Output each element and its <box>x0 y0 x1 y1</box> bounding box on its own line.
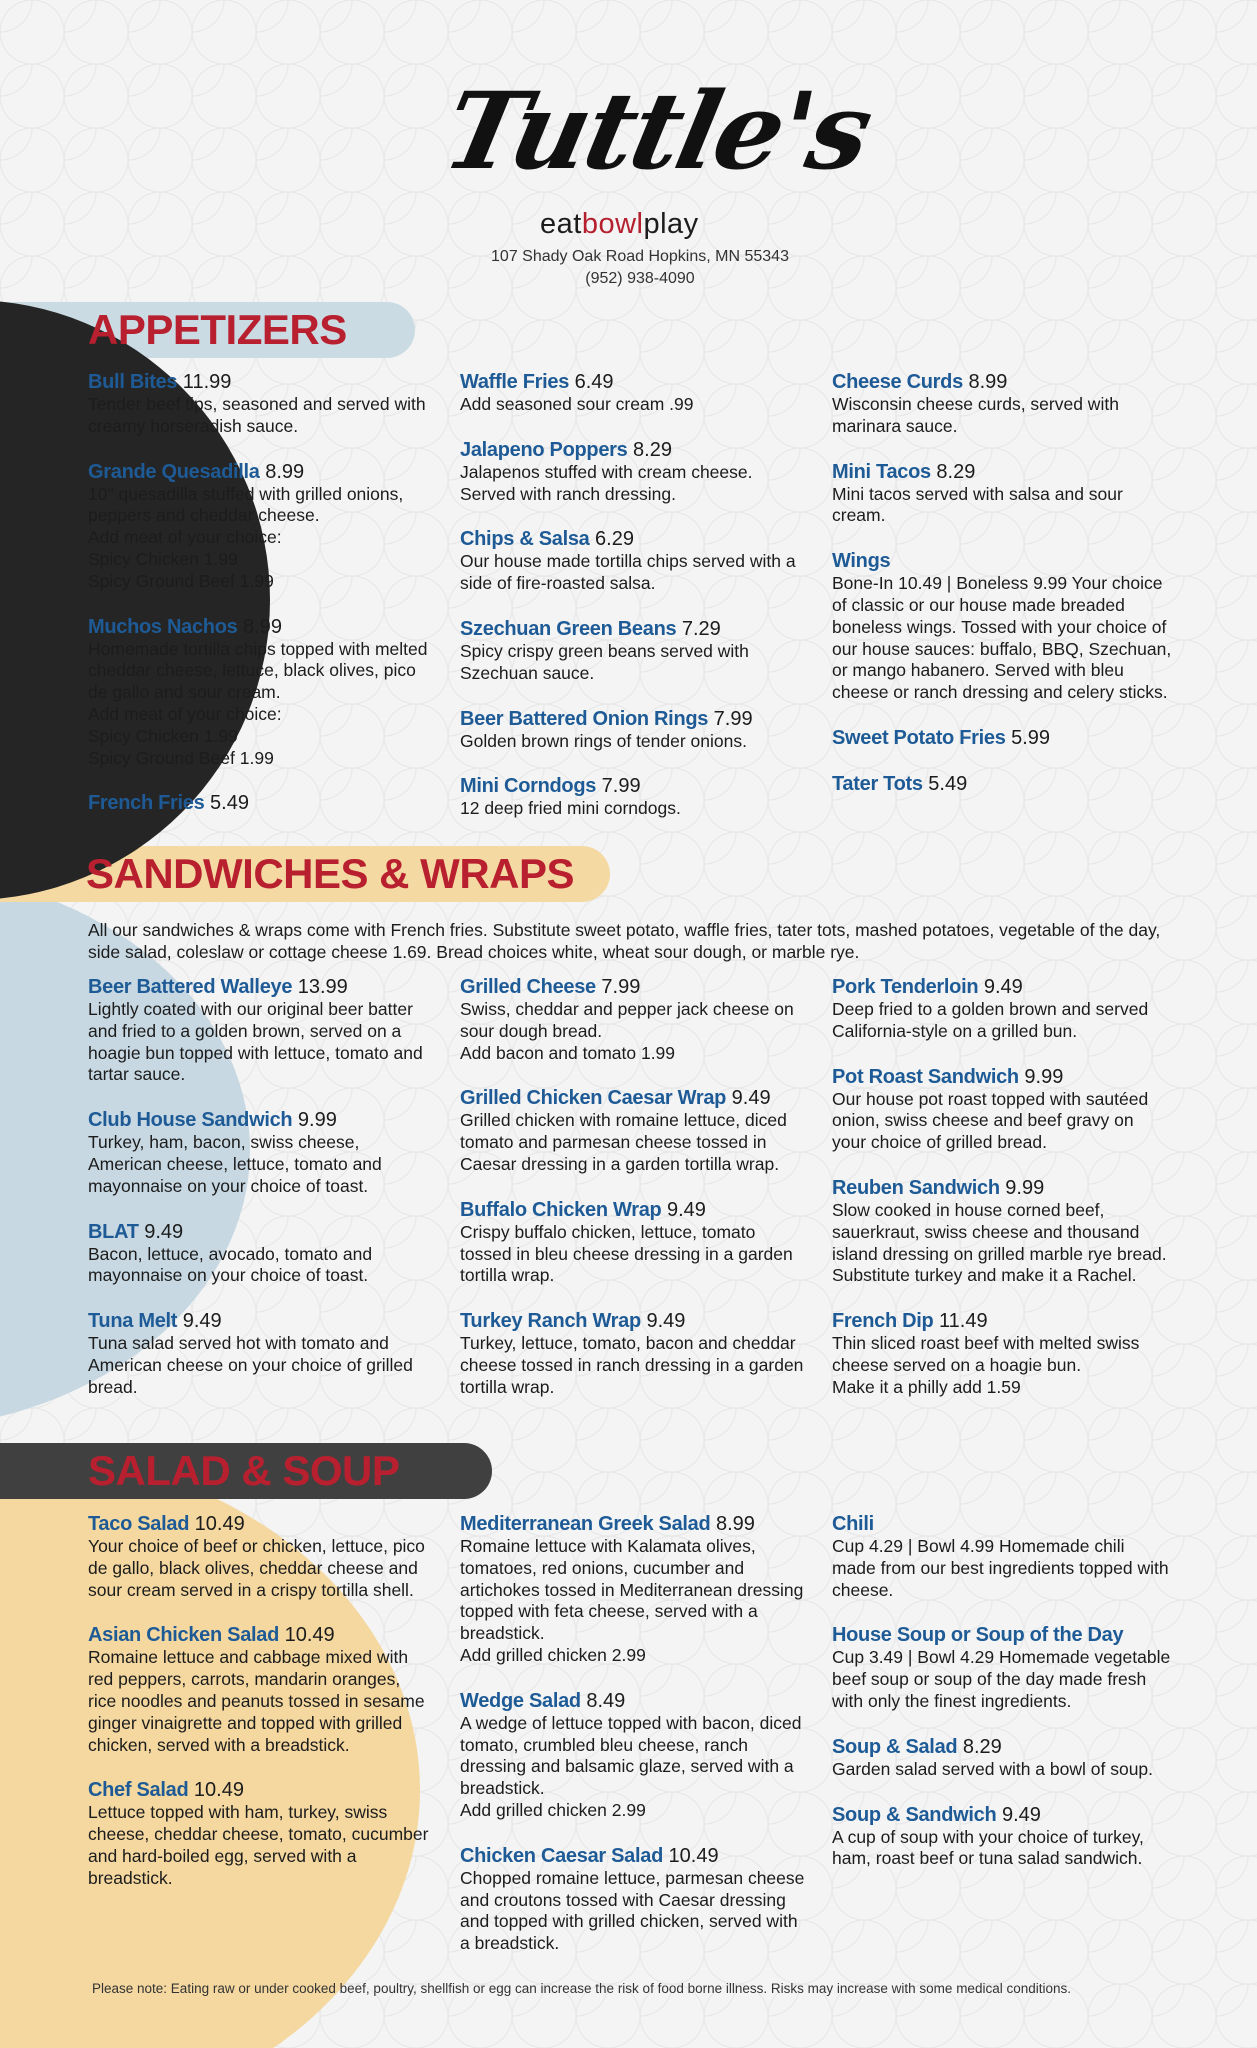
menu-item-name: Tater Tots <box>832 772 923 795</box>
salad-soup-title: SALAD & SOUP <box>88 1447 400 1494</box>
menu-item-name: Mini Corndogs <box>460 775 597 798</box>
menu-item-header <box>88 460 433 484</box>
menu-item <box>88 1778 433 1889</box>
menu-item-name: Cheese Curds <box>832 371 963 393</box>
menu-item <box>832 975 1172 1043</box>
menu-item-name: Chili <box>832 1513 874 1535</box>
menu-item-header <box>460 1198 805 1222</box>
menu-item <box>460 1086 805 1175</box>
menu-item-header <box>88 1778 433 1802</box>
menu-item-header <box>832 1512 1172 1536</box>
menu-item-description: Wisconsin cheese curds, served with marinara sauce. <box>832 394 1119 436</box>
menu-item-price: 9.49 <box>640 1310 686 1333</box>
menu-item-price: 8.99 <box>237 615 282 638</box>
menu-item-name: Chicken Caesar Salad <box>460 1844 663 1867</box>
menu-item-header <box>832 549 1172 573</box>
menu-item-name: Club House Sandwich <box>88 1109 293 1132</box>
menu-item <box>460 1844 805 1955</box>
menu-item-description: Cup 3.49 | Bowl 4.29 Homemade vegetable beef soup or soup of the day made fresh with only the finest ingredients. <box>832 1647 1171 1711</box>
menu-item-price: 7.99 <box>708 707 753 730</box>
menu-item-header <box>460 975 805 999</box>
menu-item-name: Sweet Potato Fries <box>832 726 1006 749</box>
menu-item-name: Bull Bites <box>88 371 178 393</box>
menu-item-addon: Spicy Ground Beef 1.99 <box>88 570 274 591</box>
menu-item-header <box>88 1512 433 1536</box>
menu-item-header <box>832 975 1172 999</box>
menu-item-description: Slow cooked in house corned beef, sauerkraut, swiss cheese and thousand island dressing on grilled marble rye bread. Substitute turkey and make it a Rachel. <box>832 1199 1167 1286</box>
menu-item <box>832 1735 1172 1781</box>
menu-item-price: 8.99 <box>710 1513 755 1535</box>
menu-item-price: 9.49 <box>138 1220 184 1243</box>
menu-item <box>460 1309 805 1398</box>
menu-item <box>832 1512 1172 1601</box>
menu-item-description: Lightly coated with our original beer batter and fried to a golden brown, served on a hoagie bun topped with lettuce, tomato and tartar sauce. <box>88 999 423 1085</box>
menu-item-price: 7.99 <box>596 775 641 798</box>
menu-item-addon: Spicy Chicken 1.99 <box>88 548 238 569</box>
menu-item <box>460 527 805 595</box>
menu-item-price: 10.49 <box>189 1513 245 1535</box>
menu-item <box>832 1623 1172 1712</box>
menu-item-name: Wedge Salad <box>460 1689 581 1712</box>
menu-item <box>460 1689 805 1822</box>
menu-item-description: A cup of soup with your choice of turkey, ham, roast beef or tuna salad sandwich. <box>832 1826 1144 1869</box>
contact-info <box>420 246 860 290</box>
menu-item-name: Tuna Melt <box>88 1310 178 1333</box>
menu-item-description: Garden salad served with a bowl of soup. <box>832 1758 1154 1779</box>
menu-item-description: A wedge of lettuce topped with bacon, diced tomato, crumbled bleu cheese, ranch dressing and balsamic glaze, served with a breadstick. <box>460 1712 802 1799</box>
menu-item-header <box>88 1220 433 1244</box>
menu-item <box>460 1198 805 1287</box>
menu-item-name: French Dip <box>832 1310 934 1333</box>
menu-item-name: Szechuan Green Beans <box>460 617 677 640</box>
menu-item-price: 6.29 <box>589 528 634 551</box>
menu-item-description: Jalapenos stuffed with cream cheese. Served with ranch dressing. <box>460 461 753 504</box>
menu-item-addon: Spicy Chicken 1.99 <box>88 725 238 746</box>
menu-item <box>88 1309 433 1398</box>
logo <box>433 68 881 193</box>
menu-item-name: Soup & Salad <box>832 1735 958 1758</box>
menu-item-name: Turkey Ranch Wrap <box>460 1310 641 1333</box>
menu-item-name: Soup & Sandwich <box>832 1803 997 1826</box>
menu-item-description: Deep fried to a golden brown and served California-style on a grilled bun. <box>832 999 1149 1041</box>
menu-item-name: Mediterranean Greek Salad <box>460 1513 711 1535</box>
menu-item-description: Our house pot roast topped with sautéed onion, swiss cheese and beef gravy on your choice of grilled bread. <box>832 1088 1149 1153</box>
menu-item <box>88 1220 433 1288</box>
menu-item-price: 7.29 <box>676 617 721 640</box>
menu-item <box>832 549 1172 704</box>
menu-item-header <box>88 370 433 394</box>
menu-item-price: 10.49 <box>663 1844 719 1867</box>
menu-item-description: Lettuce topped with ham, turkey, swiss cheese, cheddar cheese, tomato, cucumber and hard-boiled egg, served with a breadstick. <box>88 1802 429 1888</box>
menu-item-addon: Add bacon and tomato 1.99 <box>460 1042 676 1063</box>
menu-item-header <box>832 1065 1172 1089</box>
menu-item-name: Reuben Sandwich <box>832 1176 1000 1199</box>
salad-soup-column-1 <box>88 1512 433 1912</box>
menu-item-header <box>460 617 805 641</box>
menu-item-header <box>832 1803 1172 1827</box>
menu-item-header <box>460 527 805 551</box>
appetizers-title: APPETIZERS <box>88 306 347 353</box>
allergy-footnote: Please note: Eating raw or under cooked beef, poultry, shellfish or egg can increase the risk of food borne illness. Risks may increase with some medical conditions. <box>92 1981 1072 1996</box>
menu-item <box>460 1512 805 1667</box>
menu-item-name: Chef Salad <box>88 1779 189 1802</box>
menu-item-header <box>832 460 1172 484</box>
menu-item-price: 5.49 <box>204 792 249 815</box>
menu-item-description: Crispy buffalo chicken, lettuce, tomato tossed in bleu cheese dressing in a garden tortilla wrap. <box>460 1221 793 1286</box>
menu-item-header <box>88 615 433 639</box>
menu-item-addon: Add grilled chicken 2.99 <box>460 1799 646 1820</box>
menu-item-description: Swiss, cheddar and pepper jack cheese on sour dough bread. <box>460 999 794 1041</box>
menu-item-addon: Make it a philly add 1.59 <box>832 1376 1021 1397</box>
tagline-eat: eat <box>540 208 582 240</box>
menu-item-description: Turkey, lettuce, tomato, bacon and cheddar cheese tossed in ranch dressing in a garden tortilla wrap. <box>460 1333 804 1397</box>
menu-item-name: Pot Roast Sandwich <box>832 1065 1019 1088</box>
menu-item-addon: Add meat of your choice: <box>88 703 282 724</box>
menu-item <box>460 617 805 685</box>
menu-item-name: Pork Tenderloin <box>832 976 979 998</box>
menu-item-price: 10.49 <box>188 1779 244 1802</box>
menu-item-price: 9.99 <box>1018 1065 1064 1088</box>
menu-item <box>460 774 805 820</box>
menu-item <box>88 1512 433 1601</box>
sandwiches-column-2 <box>460 975 805 1421</box>
menu-item-description: Spicy crispy green beans served with Szechuan sauce. <box>460 640 749 683</box>
menu-item-price: 9.49 <box>978 976 1023 998</box>
menu-item-name: Jalapeno Poppers <box>460 438 628 461</box>
tagline-bowl: bowl <box>581 208 644 240</box>
menu-item-name: Beer Battered Walleye <box>88 976 293 998</box>
menu-item-name: BLAT <box>88 1220 139 1243</box>
menu-item-name: House Soup or Soup of the Day <box>832 1624 1124 1647</box>
menu-item-header <box>88 975 433 999</box>
salad-soup-column-2 <box>460 1512 805 1977</box>
appetizers-column-1 <box>88 370 433 837</box>
sandwiches-title: SANDWICHES & WRAPS <box>86 850 575 897</box>
menu-item-price: 11.99 <box>177 371 232 393</box>
menu-item-description: Your choice of beef or chicken, lettuce, pico de gallo, black olives, cheddar cheese and sour cream served in a crispy tortilla shell. <box>88 1536 425 1600</box>
menu-item-addon: Add meat of your choice: <box>88 527 282 548</box>
menu-item-description: Golden brown rings of tender onions. <box>460 730 747 751</box>
menu-item-header <box>460 438 805 462</box>
tagline-play: play <box>643 208 699 240</box>
menu-item-price: 5.49 <box>922 772 968 795</box>
menu-item-description: Tender beef tips, seasoned and served with creamy horseradish sauce. <box>88 394 426 436</box>
menu-item-description: Grilled chicken with romaine lettuce, diced tomato and parmesan cheese tossed in Caesar dressing in a garden tortilla wrap. <box>460 1110 787 1174</box>
menu-item <box>832 370 1172 438</box>
menu-item-header <box>460 1844 805 1868</box>
menu-item-header <box>832 370 1172 394</box>
menu-item-description: Romaine lettuce and cabbage mixed with red peppers, carrots, mandarin oranges, rice noodles and peanuts tossed in sesame ginger vinaigrette and topped with grilled chicken, served with a breadstick. <box>88 1647 425 1755</box>
menu-item-description: Homemade tortilla chips topped with melted cheddar cheese, lettuce, black olives, pico de gallo and sour cream. <box>88 638 428 703</box>
menu-item-addon: Add grilled chicken 2.99 <box>460 1644 646 1665</box>
salad-soup-column-3 <box>832 1512 1172 1892</box>
menu-item-name: Asian Chicken Salad <box>88 1624 280 1647</box>
menu-item-name: Taco Salad <box>88 1513 190 1535</box>
menu-item <box>832 460 1172 528</box>
menu-item-header <box>832 1623 1172 1647</box>
menu-item-description: Bone-In 10.49 | Boneless 9.99 Your choice of classic or our house made breaded boneless wings. Tossed with your choice of our house sauces: buffalo, BBQ, Szechuan, or mango habanero. Served with bleu cheese or ranch dressing and celery sticks. <box>832 573 1172 703</box>
menu-item <box>88 1623 433 1756</box>
phone: (952) 938-4090 <box>585 270 695 287</box>
menu-item-description: 12 deep fried mini corndogs. <box>460 798 681 819</box>
menu-item-header <box>832 726 1172 750</box>
menu-item-header <box>88 1108 433 1132</box>
menu-item-header <box>88 1623 433 1647</box>
menu-item-name: Waffle Fries <box>460 371 570 393</box>
menu-item-description: 10" quesadilla stuffed with grilled onions, peppers and cheddar cheese. <box>88 483 404 526</box>
menu-item-description: Add seasoned sour cream .99 <box>460 394 694 414</box>
menu-item <box>88 1108 433 1197</box>
menu-item <box>832 772 1172 796</box>
menu-item-header <box>460 1309 805 1333</box>
menu-item <box>832 1309 1172 1398</box>
menu-item-price: 13.99 <box>292 976 348 998</box>
menu-item <box>832 1176 1172 1287</box>
menu-item-name: Mini Tacos <box>832 460 931 483</box>
menu-item-header <box>460 1512 805 1536</box>
menu-item-header <box>832 1735 1172 1759</box>
menu-item-price: 8.99 <box>962 371 1008 393</box>
menu-item-header <box>832 1309 1172 1333</box>
logo-wordmark: Tuttle's <box>433 68 881 193</box>
menu-item-price: 8.29 <box>930 460 976 483</box>
menu-item-description: Thin sliced roast beef with melted swiss cheese served on a hoagie bun. <box>832 1333 1140 1375</box>
menu-item <box>88 460 433 593</box>
menu-item-name: French Fries <box>88 792 205 815</box>
menu-item-header <box>88 1309 433 1333</box>
menu-item-description: Our house made tortilla chips served with a side of fire-roasted salsa. <box>460 551 796 594</box>
menu-item-price: 5.99 <box>1005 726 1051 749</box>
menu-item-price: 9.99 <box>999 1176 1045 1199</box>
menu-item-name: Chips & Salsa <box>460 528 590 551</box>
menu-item <box>832 1803 1172 1871</box>
tagline <box>540 208 699 241</box>
sandwiches-column-1 <box>88 975 433 1421</box>
menu-item-price: 6.49 <box>569 371 614 393</box>
menu-item-description: Chopped romaine lettuce, parmesan cheese and croutons tossed with Caesar dressing and topped with grilled chicken, served with a breadstick. <box>460 1867 805 1954</box>
menu-item-header <box>460 1689 805 1713</box>
appetizers-column-2 <box>460 370 805 842</box>
menu-item-header <box>832 772 1172 796</box>
menu-item-name: Wings <box>832 550 891 573</box>
menu-item <box>88 975 433 1086</box>
menu-item <box>88 370 433 438</box>
menu-item-price: 8.29 <box>627 438 672 461</box>
menu-item-name: Muchos Nachos <box>88 615 238 638</box>
menu-item <box>460 370 805 416</box>
menu-item-price: 8.99 <box>259 460 305 483</box>
menu-item <box>460 438 805 506</box>
menu-item-description: Romaine lettuce with Kalamata olives, tomatoes, red onions, cucumber and artichokes tossed in Mediterranean dressing topped with feta cheese, served with a breadstick. <box>460 1536 804 1644</box>
menu-item-header <box>460 774 805 798</box>
sandwiches-intro: All our sandwiches & wraps come with French fries. Substitute sweet potato, waffle fries, tater tots, mashed potatoes, vegetable of the day, side salad, coleslaw or cottage cheese 1.69. Bread choices white, wheat sour dough, or marble rye. <box>88 920 1161 962</box>
menu-item-name: Grande Quesadilla <box>88 460 260 483</box>
menu-item-price: 8.29 <box>957 1735 1002 1758</box>
menu-item <box>460 707 805 753</box>
menu-item <box>88 791 433 815</box>
sandwiches-column-3 <box>832 975 1172 1421</box>
menu-item-header <box>460 370 805 394</box>
menu-item-price: 9.49 <box>177 1310 222 1333</box>
appetizers-column-3 <box>832 370 1172 818</box>
menu-item <box>460 975 805 1064</box>
menu-item <box>832 1065 1172 1154</box>
menu-item-price: 9.49 <box>661 1198 706 1221</box>
menu-item-price: 11.49 <box>933 1310 988 1333</box>
menu-item-price: 10.49 <box>279 1624 335 1647</box>
menu-item-price: 8.49 <box>580 1689 626 1712</box>
menu-item <box>832 726 1172 750</box>
menu-item-description: Cup 4.29 | Bowl 4.99 Homemade chili made from our best ingredients topped with cheese. <box>832 1536 1169 1600</box>
menu-item-header <box>88 791 433 815</box>
menu-item-header <box>832 1176 1172 1200</box>
menu-item-name: Buffalo Chicken Wrap <box>460 1198 662 1221</box>
menu-item-description: Mini tacos served with salsa and sour cream. <box>832 483 1123 526</box>
menu-item <box>88 615 433 770</box>
address: 107 Shady Oak Road Hopkins, MN 55343 <box>491 248 789 265</box>
menu-item-name: Grilled Chicken Caesar Wrap <box>460 1087 727 1110</box>
menu-item-name: Grilled Cheese <box>460 976 596 998</box>
menu-item-description: Bacon, lettuce, avocado, tomato and mayonnaise on your choice of toast. <box>88 1243 373 1286</box>
menu-item-description: Turkey, ham, bacon, swiss cheese, American cheese, lettuce, tomato and mayonnaise on your choice of toast. <box>88 1132 382 1196</box>
menu-item-price: 9.99 <box>292 1109 337 1132</box>
menu-item-price: 7.99 <box>595 976 641 998</box>
menu-item-header <box>460 707 805 731</box>
menu-item-description: Tuna salad served hot with tomato and American cheese on your choice of grilled bread. <box>88 1333 413 1397</box>
menu-item-header <box>460 1086 805 1110</box>
menu-item-name: Beer Battered Onion Rings <box>460 707 709 730</box>
menu-item-addon: Spicy Ground Beef 1.99 <box>88 747 274 768</box>
menu-item-price: 9.49 <box>996 1803 1041 1826</box>
menu-item-price: 9.49 <box>726 1087 771 1110</box>
